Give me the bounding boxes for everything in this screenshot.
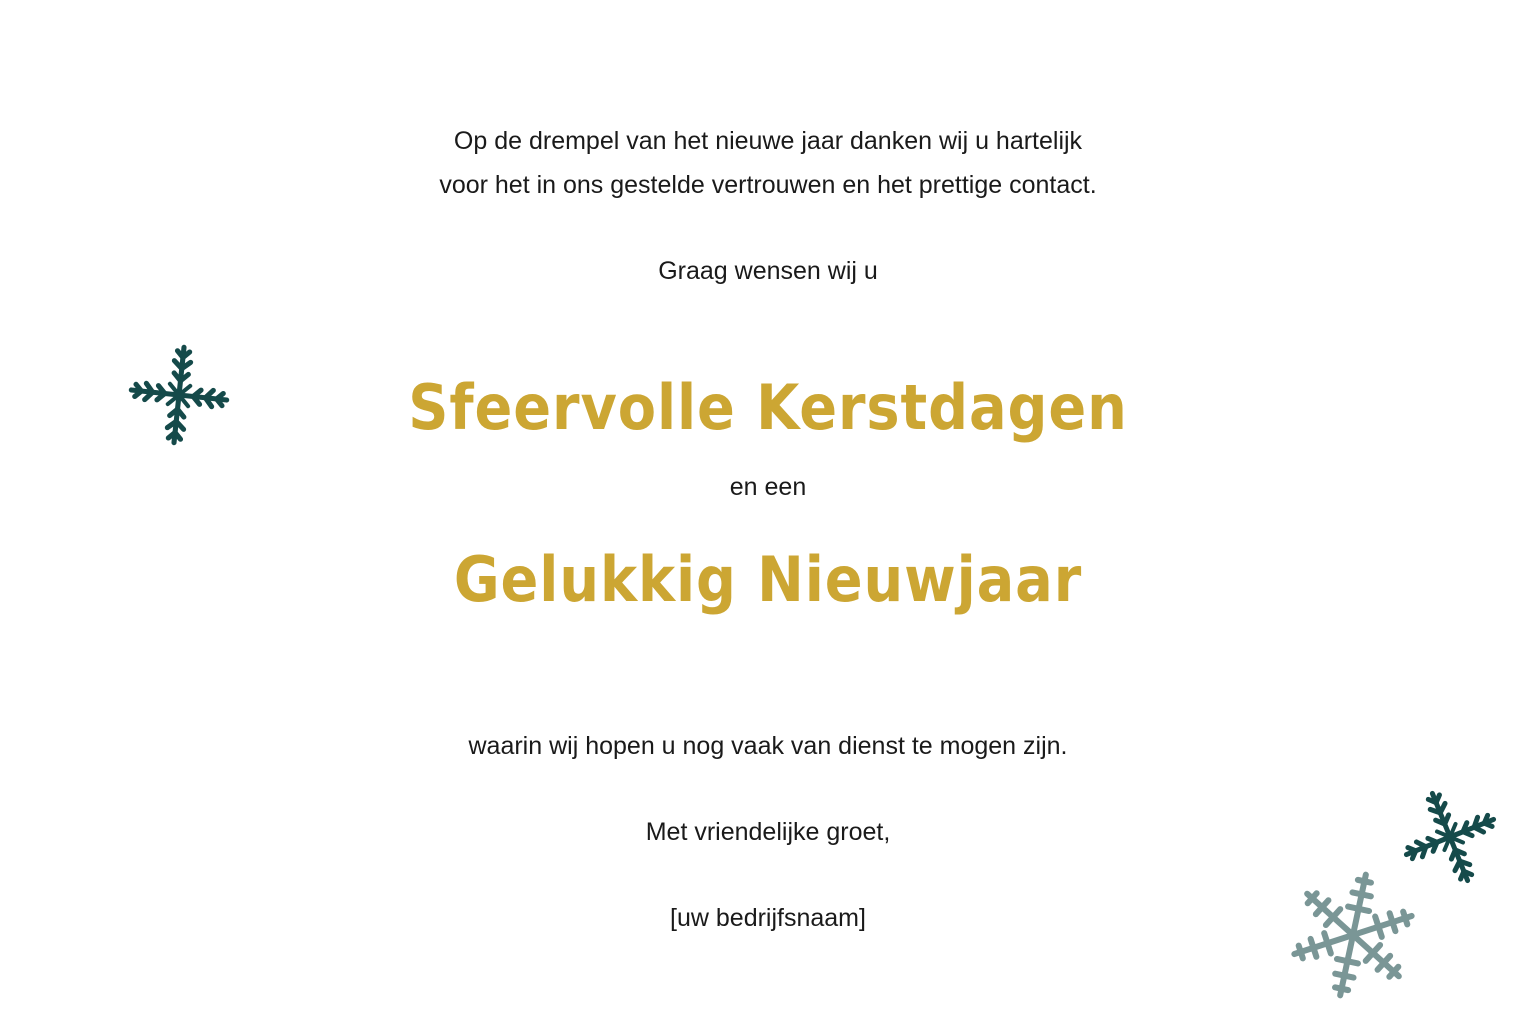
intro-line-1: Op de drempel van het nieuwe jaar danken wij u hartelijk (453, 127, 1083, 155)
headline-christmas: Sfeervolle Kerstdagen (408, 371, 1128, 444)
snowflake-icon (1286, 868, 1420, 1002)
wish-lead: Graag wensen wij u (658, 257, 878, 285)
closing-line: waarin wij hopen u nog vaak van dienst te mogen zijn. (468, 732, 1068, 760)
connector-text: en een (729, 473, 807, 501)
headline-new-year: Gelukkig Nieuwjaar (453, 543, 1083, 616)
snowflake-icon (128, 344, 230, 446)
company-name: [uw bedrijfsnaam] (670, 904, 866, 932)
intro-line-2: voor het in ons gestelde vertrouwen en het prettige contact. (439, 171, 1097, 199)
greeting-text: Met vriendelijke groet, (645, 818, 891, 846)
